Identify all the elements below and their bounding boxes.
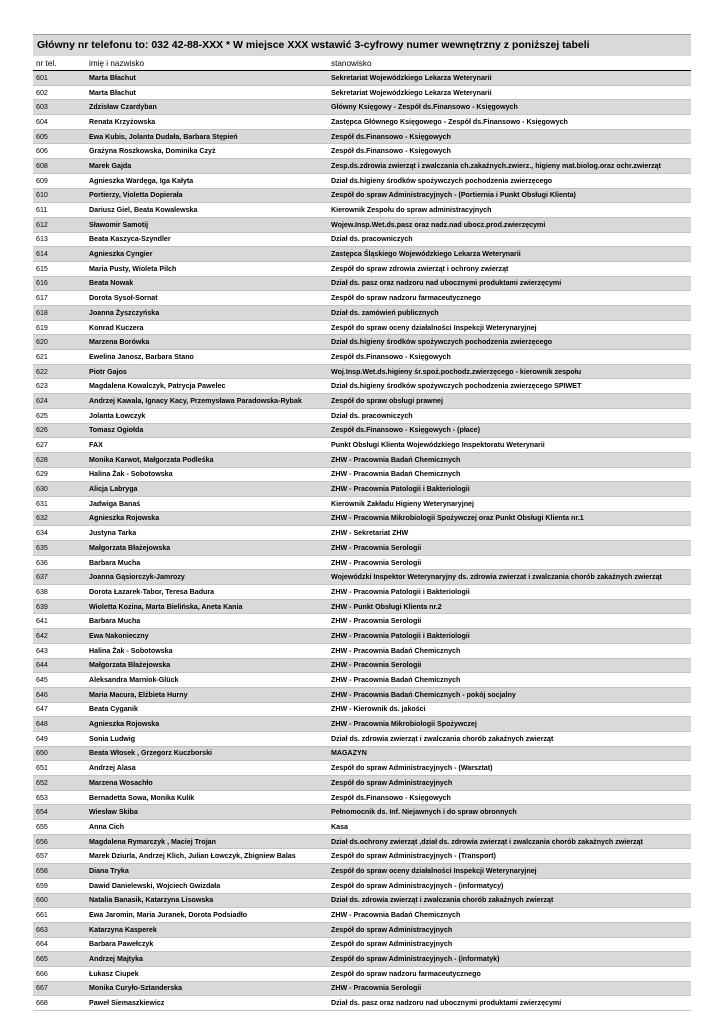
phone-cell: 611 [33, 203, 86, 218]
position-cell: Zespół do spraw Administracyjnych [328, 937, 691, 952]
position-cell: ZHW - Pracownia Badań Chemicznych [328, 452, 691, 467]
phone-cell: 657 [33, 849, 86, 864]
name-cell: Konrad Kuczera [86, 320, 328, 335]
table-row [33, 996, 691, 1011]
name-cell: Marzena Borówka [86, 335, 328, 350]
phone-cell: 645 [33, 673, 86, 688]
phone-cell: 644 [33, 658, 86, 673]
name-cell: Jolanta Łowczyk [86, 408, 328, 423]
table-row [33, 731, 691, 746]
phone-cell: 638 [33, 585, 86, 600]
name-cell: Marta Błachut [86, 85, 328, 100]
table-row [33, 173, 691, 188]
table-row [33, 878, 691, 893]
table-row [33, 115, 691, 130]
name-cell: Aleksandra Marniok-Glück [86, 673, 328, 688]
name-cell: Monika Karwot, Małgorzata Podleśka [86, 452, 328, 467]
phone-cell: 629 [33, 467, 86, 482]
position-cell: Dział ds. pracowniczych [328, 408, 691, 423]
table-row [33, 511, 691, 526]
name-cell: Halina Żak - Sobotowska [86, 643, 328, 658]
phone-cell: 614 [33, 247, 86, 262]
name-cell: Diana Tryka [86, 864, 328, 879]
phone-cell: 651 [33, 761, 86, 776]
phone-cell: 627 [33, 438, 86, 453]
position-cell: Dział ds. pasz oraz nadzoru nad ubocznymi produktami zwierzęcymi [328, 276, 691, 291]
name-cell: Andrzej Kawala, Ignacy Kacy, Przemysława Paradowska-Rybak [86, 394, 328, 409]
name-cell: Dawid Danielewski, Wojciech Gwizdała [86, 878, 328, 893]
position-cell: Kierownik Zakładu Higieny Weterynaryjnej [328, 496, 691, 511]
name-cell: Agnieszka Rojowska [86, 511, 328, 526]
phone-cell: 631 [33, 496, 86, 511]
table-row [33, 467, 691, 482]
table-row [33, 761, 691, 776]
table-row [33, 555, 691, 570]
position-cell: Dział ds. zdrowia zwierząt i zwalczania chorób zakaźnych zwierząt [328, 731, 691, 746]
position-cell: Zespół do spraw nadzoru farmaceutycznego [328, 291, 691, 306]
name-cell: Halina Żak - Sobotowska [86, 467, 328, 482]
name-cell: Justyna Tarka [86, 526, 328, 541]
page-title: Główny nr telefonu to: 032 42-88-XXX * W miejsce XXX wstawić 3-cyfrowy numer wewnętrzny z poniższej tabeli [33, 34, 691, 56]
position-cell: Pełnomocnik ds. Inf. Niejawnych i do spraw obronnych [328, 805, 691, 820]
table-row [33, 482, 691, 497]
name-cell: Agnieszka Cyngier [86, 247, 328, 262]
phone-cell: 663 [33, 922, 86, 937]
phone-cell: 602 [33, 85, 86, 100]
phone-cell: 606 [33, 144, 86, 159]
position-cell: ZHW - Pracownia Serologii [328, 555, 691, 570]
table-row [33, 423, 691, 438]
position-cell: Punkt Obsługi Klienta Wojewódzkiego Inspektoratu Weterynarii [328, 438, 691, 453]
position-cell: Kierownik Zespołu do spraw administracyjnych [328, 203, 691, 218]
name-cell: Agnieszka Wardęga, Iga Kałyta [86, 173, 328, 188]
phone-cell: 603 [33, 100, 86, 115]
phone-cell: 626 [33, 423, 86, 438]
table-row [33, 364, 691, 379]
phone-cell: 625 [33, 408, 86, 423]
name-cell: Łukasz Ciupek [86, 966, 328, 981]
name-cell: FAX [86, 438, 328, 453]
name-cell: Barbara Mucha [86, 614, 328, 629]
phone-cell: 656 [33, 834, 86, 849]
phone-cell: 664 [33, 937, 86, 952]
position-cell: ZHW - Sekretariat ZHW [328, 526, 691, 541]
table-row [33, 394, 691, 409]
table-row [33, 746, 691, 761]
table-row [33, 247, 691, 262]
name-cell: Ewelina Janosz, Barbara Stano [86, 350, 328, 365]
table-row [33, 320, 691, 335]
phone-cell: 652 [33, 776, 86, 791]
position-cell: ZHW - Pracownia Badań Chemicznych - pokój socjalny [328, 687, 691, 702]
table-row [33, 306, 691, 321]
name-cell: Dariusz Giel, Beata Kowalewska [86, 203, 328, 218]
table-row [33, 335, 691, 350]
phone-cell: 621 [33, 350, 86, 365]
phone-cell: 666 [33, 966, 86, 981]
table-row [33, 144, 691, 159]
table-row [33, 908, 691, 923]
table-row [33, 379, 691, 394]
table-row [33, 966, 691, 981]
phone-cell: 634 [33, 526, 86, 541]
name-cell: Andrzej Alasa [86, 761, 328, 776]
position-cell: ZHW - Pracownia Badań Chemicznych [328, 467, 691, 482]
name-cell: Dorota Łazarek-Tabor, Teresa Badura [86, 585, 328, 600]
phone-cell: 667 [33, 981, 86, 996]
position-cell: Zespół do spraw Administracyjnych - (Warsztat) [328, 761, 691, 776]
table-row [33, 658, 691, 673]
phone-cell: 604 [33, 115, 86, 130]
name-cell: Beata Cyganik [86, 702, 328, 717]
position-cell: Dział ds. zdrowia zwierząt i zwalczania chorób zakaźnych zwierząt [328, 893, 691, 908]
name-cell: Barbara Pawełczyk [86, 937, 328, 952]
table-row [33, 629, 691, 644]
phone-cell: 623 [33, 379, 86, 394]
position-cell: Zespół ds.Finansowo - Księgowych [328, 144, 691, 159]
phone-cell: 610 [33, 188, 86, 203]
position-cell: Zespół do spraw zdrowia zwierząt i ochrony zwierząt [328, 261, 691, 276]
name-cell: Monika Curyło-Sztanderska [86, 981, 328, 996]
phone-cell: 622 [33, 364, 86, 379]
name-cell: Marek Gajda [86, 159, 328, 174]
position-cell: Sekretariat Wojewódzkiego Lekarza Weterynarii [328, 85, 691, 100]
position-cell: MAGAZYN [328, 746, 691, 761]
position-cell: Zespół do spraw oceny działalności Inspekcji Weterynaryjnej [328, 320, 691, 335]
name-cell: Zdzisław Czardyban [86, 100, 328, 115]
table-row [33, 937, 691, 952]
phone-cell: 654 [33, 805, 86, 820]
phone-cell: 655 [33, 820, 86, 835]
name-cell: Marta Błachut [86, 71, 328, 86]
name-cell: Małgorzata Błażejowska [86, 658, 328, 673]
phone-cell: 668 [33, 996, 86, 1011]
table-row [33, 526, 691, 541]
phone-cell: 658 [33, 864, 86, 879]
phone-cell: 613 [33, 232, 86, 247]
position-cell: Zespół ds.Finansowo - Księgowych [328, 129, 691, 144]
name-cell: Paweł Siemaszkiewicz [86, 996, 328, 1011]
position-cell: Dział ds.higieny środków spożywczych pochodzenia zwierzęcego [328, 173, 691, 188]
position-cell: ZHW - Kierownik ds. jakości [328, 702, 691, 717]
phone-cell: 643 [33, 643, 86, 658]
position-cell: Kasa [328, 820, 691, 835]
position-cell: Zespół do spraw Administracyjnych - (Portiernia i Punkt Obsługi Klienta) [328, 188, 691, 203]
position-cell: Zespół ds.Finansowo - Księgowych - (płace) [328, 423, 691, 438]
table-row [33, 159, 691, 174]
name-cell: Portierzy, Violetta Dopierała [86, 188, 328, 203]
table-row [33, 893, 691, 908]
position-cell: Zastępca Śląskiego Wojewódzkiego Lekarza Weterynarii [328, 247, 691, 262]
position-cell: Zespół do spraw obsługi prawnej [328, 394, 691, 409]
table-row [33, 585, 691, 600]
phone-cell: 635 [33, 541, 86, 556]
name-cell: Tomasz Ogiołda [86, 423, 328, 438]
table-row [33, 203, 691, 218]
name-cell: Małgorzata Błażejowska [86, 541, 328, 556]
table-row [33, 820, 691, 835]
position-cell: ZHW - Pracownia Patologii i Bakteriologii [328, 585, 691, 600]
position-cell: Zespół do spraw nadzoru farmaceutycznego [328, 966, 691, 981]
name-cell: Joanna Gąsiorczyk-Jamrozy [86, 570, 328, 585]
name-cell: Grażyna Roszkowska, Dominika Czyż [86, 144, 328, 159]
phone-cell: 649 [33, 731, 86, 746]
position-cell: Główny Księgowy - Zespół ds.Finansowo - Księgowych [328, 100, 691, 115]
name-cell: Sonia Ludwig [86, 731, 328, 746]
position-cell: ZHW - Pracownia Mikrobiologii Spożywczej [328, 717, 691, 732]
position-cell: Wojewódzki Inspektor Weterynaryjny ds. zdrowia zwierzat i zwalczania chorób zakaźnych zwierząt [328, 570, 691, 585]
position-cell: Woj.Insp.Wet.ds.higieny śr.spoż.pochodz.zwierzęcego - kierownik zespołu [328, 364, 691, 379]
table-row [33, 85, 691, 100]
phone-cell: 630 [33, 482, 86, 497]
header-row [33, 56, 691, 71]
name-cell: Piotr Gajos [86, 364, 328, 379]
table-row [33, 790, 691, 805]
table-row [33, 496, 691, 511]
position-cell: Zespół do spraw Administracyjnych - (informatycy) [328, 878, 691, 893]
name-cell: Alicja Labryga [86, 482, 328, 497]
position-cell: Zespół ds.Finansowo - Księgowych [328, 350, 691, 365]
table-row [33, 232, 691, 247]
phone-directory [33, 34, 691, 1011]
name-cell: Beata Kaszyca-Szyndler [86, 232, 328, 247]
table-row [33, 717, 691, 732]
position-cell: ZHW - Pracownia Serologii [328, 614, 691, 629]
phone-cell: 659 [33, 878, 86, 893]
table-row [33, 438, 691, 453]
position-cell: Dział ds.higieny środków spożywczych pochodzenia zwierzęcego SPIWET [328, 379, 691, 394]
position-cell: Dział ds.ochrony zwierząt ,dział ds. zdrowia zwierząt i zwalczania chorób zakaźnych zwierząt [328, 834, 691, 849]
name-cell: Barbara Mucha [86, 555, 328, 570]
name-cell: Marzena Wosachło [86, 776, 328, 791]
phone-cell: 642 [33, 629, 86, 644]
name-cell: Ewa Jaromin, Maria Juranek, Dorota Podsiadło [86, 908, 328, 923]
position-cell: Zesp.ds.zdrowia zwierząt i zwalczania ch.zakaźnych.zwierz., higieny mat.biolog.oraz ochr.zwierząt [328, 159, 691, 174]
table-row [33, 981, 691, 996]
position-cell: ZHW - Pracownia Patologii i Bakteriologii [328, 629, 691, 644]
table-row [33, 291, 691, 306]
position-cell: ZHW - Pracownia Patologii i Bakteriologii [328, 482, 691, 497]
phone-cell: 618 [33, 306, 86, 321]
name-cell: Dorota Sysoł-Sornat [86, 291, 328, 306]
name-cell: Maria Pusty, Wioleta Pilch [86, 261, 328, 276]
phone-cell: 619 [33, 320, 86, 335]
table-row [33, 687, 691, 702]
phone-cell: 646 [33, 687, 86, 702]
phone-cell: 639 [33, 599, 86, 614]
name-cell: Magdalena Kowalczyk, Patrycja Pawelec [86, 379, 328, 394]
position-cell: ZHW - Pracownia Mikrobiologii Spożywczej oraz Punkt Obsługi Klienta nr.1 [328, 511, 691, 526]
phone-cell: 637 [33, 570, 86, 585]
column-header-position: stanowisko [328, 56, 691, 71]
phone-cell: 605 [33, 129, 86, 144]
table-row [33, 261, 691, 276]
name-cell: Beata Nowak [86, 276, 328, 291]
phone-cell: 665 [33, 952, 86, 967]
position-cell: Dział ds. pracowniczych [328, 232, 691, 247]
phone-cell: 608 [33, 159, 86, 174]
position-cell: Zespół do spraw Administracyjnych - (Transport) [328, 849, 691, 864]
phone-cell: 650 [33, 746, 86, 761]
phone-cell: 648 [33, 717, 86, 732]
phone-cell: 617 [33, 291, 86, 306]
position-cell: Zespół ds.Finansowo - Księgowych [328, 790, 691, 805]
table-row [33, 834, 691, 849]
name-cell: Ewa Kubis, Jolanta Dudała, Barbara Stępień [86, 129, 328, 144]
name-cell: Agnieszka Rojowska [86, 717, 328, 732]
phone-cell: 632 [33, 511, 86, 526]
table-row [33, 805, 691, 820]
table-row [33, 276, 691, 291]
phone-cell: 653 [33, 790, 86, 805]
position-cell: Zespół do spraw Administracyjnych - (informatyk) [328, 952, 691, 967]
name-cell: Anna Cich [86, 820, 328, 835]
name-cell: Magdalena Rymarczyk , Maciej Trojan [86, 834, 328, 849]
table-row [33, 702, 691, 717]
name-cell: Renata Krzyżowska [86, 115, 328, 130]
phone-cell: 647 [33, 702, 86, 717]
phone-cell: 661 [33, 908, 86, 923]
position-cell: Sekretariat Wojewódzkiego Lekarza Weterynarii [328, 71, 691, 86]
phone-cell: 615 [33, 261, 86, 276]
phone-cell: 616 [33, 276, 86, 291]
position-cell: ZHW - Pracownia Badań Chemicznych [328, 908, 691, 923]
table-row [33, 776, 691, 791]
position-cell: Zastępca Głównego Księgowego - Zespół ds.Finansowo - Księgowych [328, 115, 691, 130]
table-row [33, 71, 691, 86]
name-cell: Ewa Nakonieczny [86, 629, 328, 644]
table-row [33, 643, 691, 658]
table-row [33, 599, 691, 614]
name-cell: Beata Włosek , Grzegorz Kuczborski [86, 746, 328, 761]
name-cell: Jadwiga Banaś [86, 496, 328, 511]
position-cell: Wojew.Insp.Wet.ds.pasz oraz nadz.nad ubocz.prod.zwierzęcymi [328, 217, 691, 232]
table-row [33, 217, 691, 232]
column-header-phone: nr tel. [33, 56, 86, 71]
name-cell: Sławomir Samotij [86, 217, 328, 232]
phone-cell: 612 [33, 217, 86, 232]
position-cell: ZHW - Pracownia Serologii [328, 658, 691, 673]
table-row [33, 541, 691, 556]
name-cell: Wiesław Skiba [86, 805, 328, 820]
name-cell: Marek Dziurla, Andrzej Klich, Julian Łowczyk, Zbigniew Balas [86, 849, 328, 864]
position-cell: ZHW - Pracownia Badań Chemicznych [328, 673, 691, 688]
phone-cell: 624 [33, 394, 86, 409]
table-row [33, 922, 691, 937]
phone-cell: 641 [33, 614, 86, 629]
position-cell: ZHW - Pracownia Serologii [328, 981, 691, 996]
phone-cell: 609 [33, 173, 86, 188]
table-row [33, 100, 691, 115]
table-row [33, 864, 691, 879]
phone-cell: 628 [33, 452, 86, 467]
position-cell: Dział ds. pasz oraz nadzoru nad ubocznymi produktami zwierzęcymi [328, 996, 691, 1011]
table-row [33, 452, 691, 467]
table-body [33, 71, 691, 1011]
position-cell: ZHW - Pracownia Badań Chemicznych [328, 643, 691, 658]
name-cell: Andrzej Majtyka [86, 952, 328, 967]
column-header-name: imię i nazwisko [86, 56, 328, 71]
phone-table [33, 56, 691, 1011]
table-row [33, 188, 691, 203]
name-cell: Katarzyna Kasperek [86, 922, 328, 937]
name-cell: Maria Macura, Elżbieta Hurny [86, 687, 328, 702]
name-cell: Joanna Żyszczyńska [86, 306, 328, 321]
position-cell: Zespół do spraw Administracyjnych [328, 922, 691, 937]
name-cell: Wioletta Kozina, Marta Bielińska, Aneta Kania [86, 599, 328, 614]
name-cell: Natalia Banasik, Katarzyna Lisowska [86, 893, 328, 908]
position-cell: Zespół do spraw oceny działalności Inspekcji Weterynaryjnej [328, 864, 691, 879]
table-row [33, 614, 691, 629]
position-cell: Zespół do spraw Administracyjnych [328, 776, 691, 791]
phone-cell: 660 [33, 893, 86, 908]
position-cell: ZHW - Pracownia Serologii [328, 541, 691, 556]
table-header [33, 56, 691, 71]
position-cell: Dział ds.higieny środków spożywczych pochodzenia zwierzęcego [328, 335, 691, 350]
table-row [33, 408, 691, 423]
table-row [33, 952, 691, 967]
table-row [33, 350, 691, 365]
position-cell: ZHW - Punkt Obsługi Klienta nr.2 [328, 599, 691, 614]
table-row [33, 673, 691, 688]
phone-cell: 601 [33, 71, 86, 86]
name-cell: Bernadetta Sowa, Monika Kulik [86, 790, 328, 805]
table-row [33, 129, 691, 144]
table-row [33, 849, 691, 864]
phone-cell: 636 [33, 555, 86, 570]
phone-cell: 620 [33, 335, 86, 350]
position-cell: Dział ds. zamówień publicznych [328, 306, 691, 321]
table-row [33, 570, 691, 585]
